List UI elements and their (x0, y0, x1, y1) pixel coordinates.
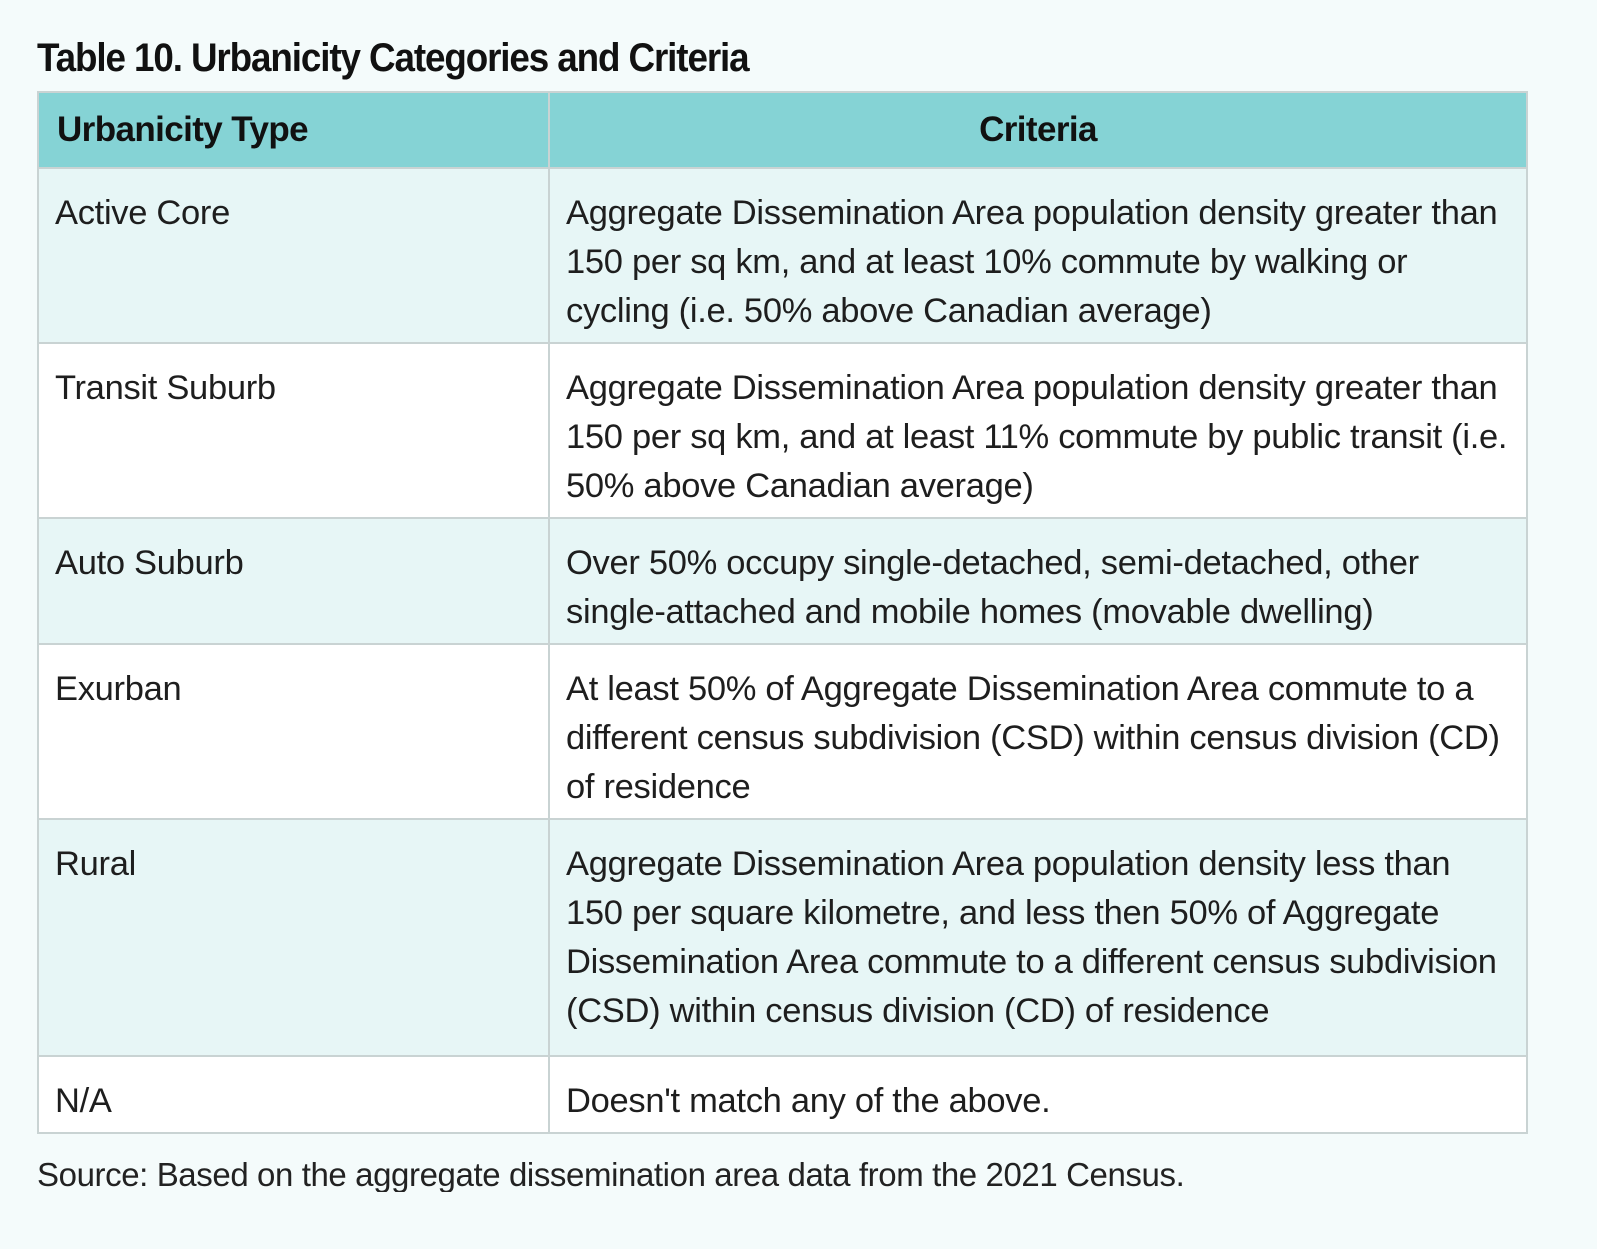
urbanicity-type-cell: Transit Suburb (38, 343, 549, 518)
table-row (38, 343, 1527, 518)
urbanicity-type-cell: N/A (38, 1056, 549, 1133)
table-row (38, 1056, 1527, 1133)
table-row (38, 644, 1527, 819)
urbanicity-type-cell: Exurban (38, 644, 549, 819)
criteria-cell: Aggregate Dissemination Area population density less than 150 per square kilometre, and less then 50% of Aggregate Dissemination Area commute to a different census subdivision (CSD) within census division (CD) of residence (549, 819, 1527, 1056)
criteria-cell: At least 50% of Aggregate Dissemination Area commute to a different census subdivision (CSD) within census division (CD) of residence (549, 644, 1527, 819)
source-note: Source: Based on the aggregate dissemination area data from the 2021 Census. (37, 1156, 1185, 1192)
urbanicity-type-cell: Rural (38, 819, 549, 1056)
urbanicity-type-cell: Auto Suburb (38, 518, 549, 644)
table-row (38, 518, 1527, 644)
criteria-cell: Over 50% occupy single-detached, semi-detached, other single-attached and mobile homes (movable dwelling) (549, 518, 1527, 644)
table-row (38, 168, 1527, 343)
criteria-cell: Aggregate Dissemination Area population density greater than 150 per sq km, and at least 10% commute by walking or cycling (i.e. 50% above Canadian average) (549, 168, 1527, 343)
criteria-cell: Doesn't match any of the above. (549, 1056, 1527, 1133)
urbanicity-table (37, 91, 1528, 1134)
urbanicity-type-cell: Active Core (38, 168, 549, 343)
table-title: Table 10. Urbanicity Categories and Criteria (37, 36, 749, 80)
document-page (37, 28, 1525, 1134)
table-header-row (38, 92, 1527, 168)
criteria-cell: Aggregate Dissemination Area population density greater than 150 per sq km, and at least 11% commute by public transit (i.e. 50% above Canadian average) (549, 343, 1527, 518)
column-header-urbanicity-type: Urbanicity Type (38, 92, 549, 168)
table-row (38, 819, 1527, 1056)
column-header-criteria: Criteria (549, 92, 1527, 168)
